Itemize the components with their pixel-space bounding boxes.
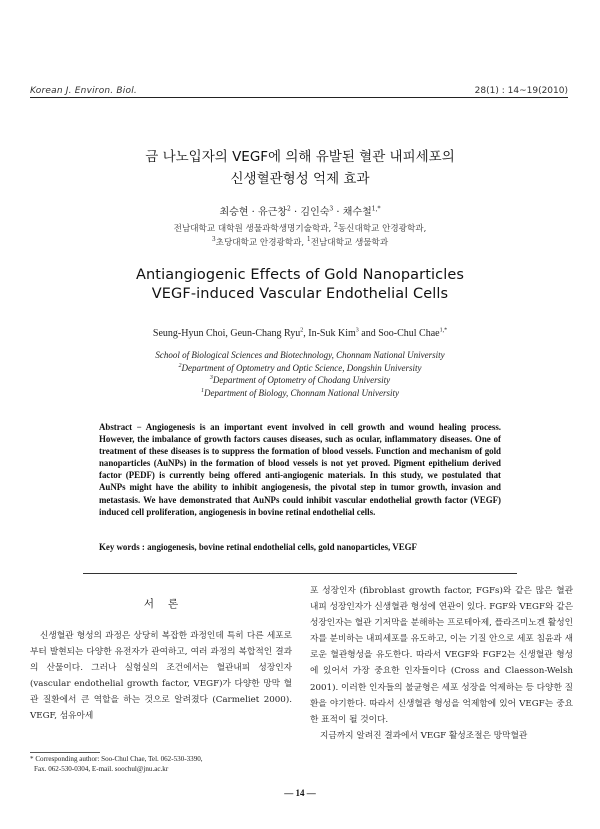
footnote-rule (30, 752, 100, 753)
author-separator: · (248, 207, 259, 218)
affil-en-3-line (0, 374, 600, 387)
author-en-1: Seung-Hyun Choi, Geun-Chang Ryu (152, 328, 301, 339)
affil-ko-2-sup: 2 (334, 222, 338, 230)
english-title (0, 266, 600, 304)
abstract: Abstract − Angiogenesis is an important event involved in cell growth and wound healing process. However, the imbalance of growth factors causes diseases, such as ocular, inflammatory diseases. One of treatment of these diseases is to suppress the formation of blood vessels. Function and mechanism of gold nanoparticles (AuNPs) in the formation of blood vessels is not yet proved. Pigment epithelium derived factor (PEDF) is currently being offered anti-angiogenic materials. In this study, we postulated that AuNPs might have the ability to inhibit angiogenesis, the pivotal step in tumor growth, invasion and metastasis. We have demonstrated that AuNPs could inhibit vascular endothelial growth factor (VEGF) induced cell proliferation, angiogenesis in bovine retinal endothelial cells. (99, 422, 501, 517)
affil-ko-2: 동신대학교 안경광학과, (337, 224, 427, 234)
left-paragraph-1: 신생혈관 형성의 과정은 상당히 복잡한 과정인데 특히 다른 세포로부터 발현되는 다양한 유전자가 관여하고, 여러 과정의 복합적인 결과의 산물이다. 그러나 실험실의 조건에서는 혈관내피 성장인자 (vascular endothelial growth factor, VEGF)가 다양한 망막 혈관 질환에서 큰 역할을 하는 것으로 알려졌다 (Carmeliet 2000). VEGF, 섬유아세 (30, 631, 292, 722)
affil-en-4-line (0, 387, 600, 400)
author-ko-3: 김인숙 (300, 207, 330, 218)
page-number: — 14 — (284, 788, 316, 798)
author-ko-1: 최승현 (219, 207, 249, 218)
affil-ko-4: 전남대학교 생물학과 (310, 238, 389, 248)
affil-en-2: Department of Optometry and Optic Science, Dongshin University (181, 362, 422, 373)
affil-ko-1: 전남대학교 대학원 생물과학생명기술학과, (173, 224, 332, 234)
footnote-line2: Fax. 062-530-0304, E-mail. soochul@jnu.ac.kr (34, 764, 169, 773)
korean-affiliations (0, 222, 600, 250)
section-heading-introduction: 서론 (143, 598, 193, 610)
affil-en-3-sup: 3 (209, 375, 213, 381)
right-paragraph-1: 포 성장인자 (fibroblast growth factor, FGFs)와 같은 많은 혈관내피 성장인자가 신생혈관 형성에 연관이 있다. FGF와 VEGF와 같은 성장인자는 혈관 기저막을 분해하는 프로테아제, 플라즈미노겐 활성인자를 분비하는 내피세포를 유도하고, 이는 기질 안으로 세포 침윤과 새로운 혈관형성을 유도한다. 따라서 VEGF와 FGF2는 신생혈관 형성에 있어서 가장 중요한 인자들이다 (Cross and Claesson-Welsh 2001). 이러한 인자들의 불균형은 세포 성장을 억제하는 등 다양한 질환을 야기한다. 따라서 신생혈관 형성을 억제함에 있어 VEGF는 중요한 표적이 될 것이다. (310, 586, 573, 725)
left-column (30, 596, 292, 725)
author-ko-3-sup: 3 (329, 205, 334, 213)
korean-title-line2: 신생혈관형성 억제 효과 (230, 171, 370, 187)
korean-authors (0, 203, 600, 218)
affil-en-3: Department of Optometry of Chodang University (212, 375, 391, 385)
english-authors (0, 328, 600, 339)
right-column (310, 583, 573, 744)
keywords: Key words : angiogenesis, bovine retinal endothelial cells, gold nanoparticles, VEGF (99, 542, 417, 552)
footnote-line1: * Corresponding author: Soo-Chul Chae, Tel. 062-530-3390, (30, 755, 203, 763)
journal-name: Korean J. Environ. Biol. (30, 86, 137, 96)
korean-title-line1: 금 나노입자의 VEGF에 의해 유발된 혈관 내피세포의 (145, 149, 455, 165)
author-en-1-sup: 2 (300, 327, 304, 334)
author-ko-4: 채수철 (342, 207, 372, 218)
english-affiliations (0, 349, 600, 399)
korean-affiliation-line1 (0, 222, 600, 236)
author-ko-2-sup: 2 (287, 205, 291, 213)
author-en-3: and Soo-Chul Chae (358, 328, 440, 339)
english-title-line2: VEGF-induced Vascular Endothelial Cells (151, 286, 449, 302)
affil-ko-3-sup: 3 (211, 236, 216, 244)
author-en-3-sup: 1,* (439, 327, 448, 334)
author-en-2: , In-Suk Kim (303, 328, 356, 339)
running-header (30, 80, 568, 96)
left-column-text (30, 628, 292, 725)
abstract-divider (83, 573, 517, 574)
author-ko-2: 유근창 (258, 207, 288, 218)
author-separator: · (333, 207, 343, 218)
corresponding-author-footnote (30, 755, 292, 774)
affil-en-4-sup: 1 (201, 387, 204, 394)
author-en-2-sup: 3 (355, 327, 359, 334)
affil-en-2-sup: 2 (178, 362, 182, 369)
affil-en-2-line (0, 362, 600, 375)
affil-en-1: School of Biological Sciences and Biotechnology, Chonnam National University (155, 350, 445, 360)
author-separator: · (290, 207, 301, 218)
author-ko-4-sup: 1,* (371, 205, 381, 213)
right-paragraph-2: 지금까지 알려진 결과에서 VEGF 활성조절은 망막혈관 (320, 730, 528, 741)
affil-ko-3: 초당대학교 안경광학과, (215, 238, 305, 248)
english-title-line1: Antiangiogenic Effects of Gold Nanoparticles (135, 267, 464, 283)
header-rule (30, 97, 568, 98)
right-column-text (310, 583, 573, 744)
korean-affiliation-line2 (0, 236, 600, 250)
journal-citation: 28(1) : 14~19(2010) (474, 86, 568, 96)
affil-ko-4-sup: 1 (306, 236, 311, 244)
korean-title (0, 146, 600, 190)
affil-en-4: Department of Biology, Chonnam National University (204, 387, 399, 398)
